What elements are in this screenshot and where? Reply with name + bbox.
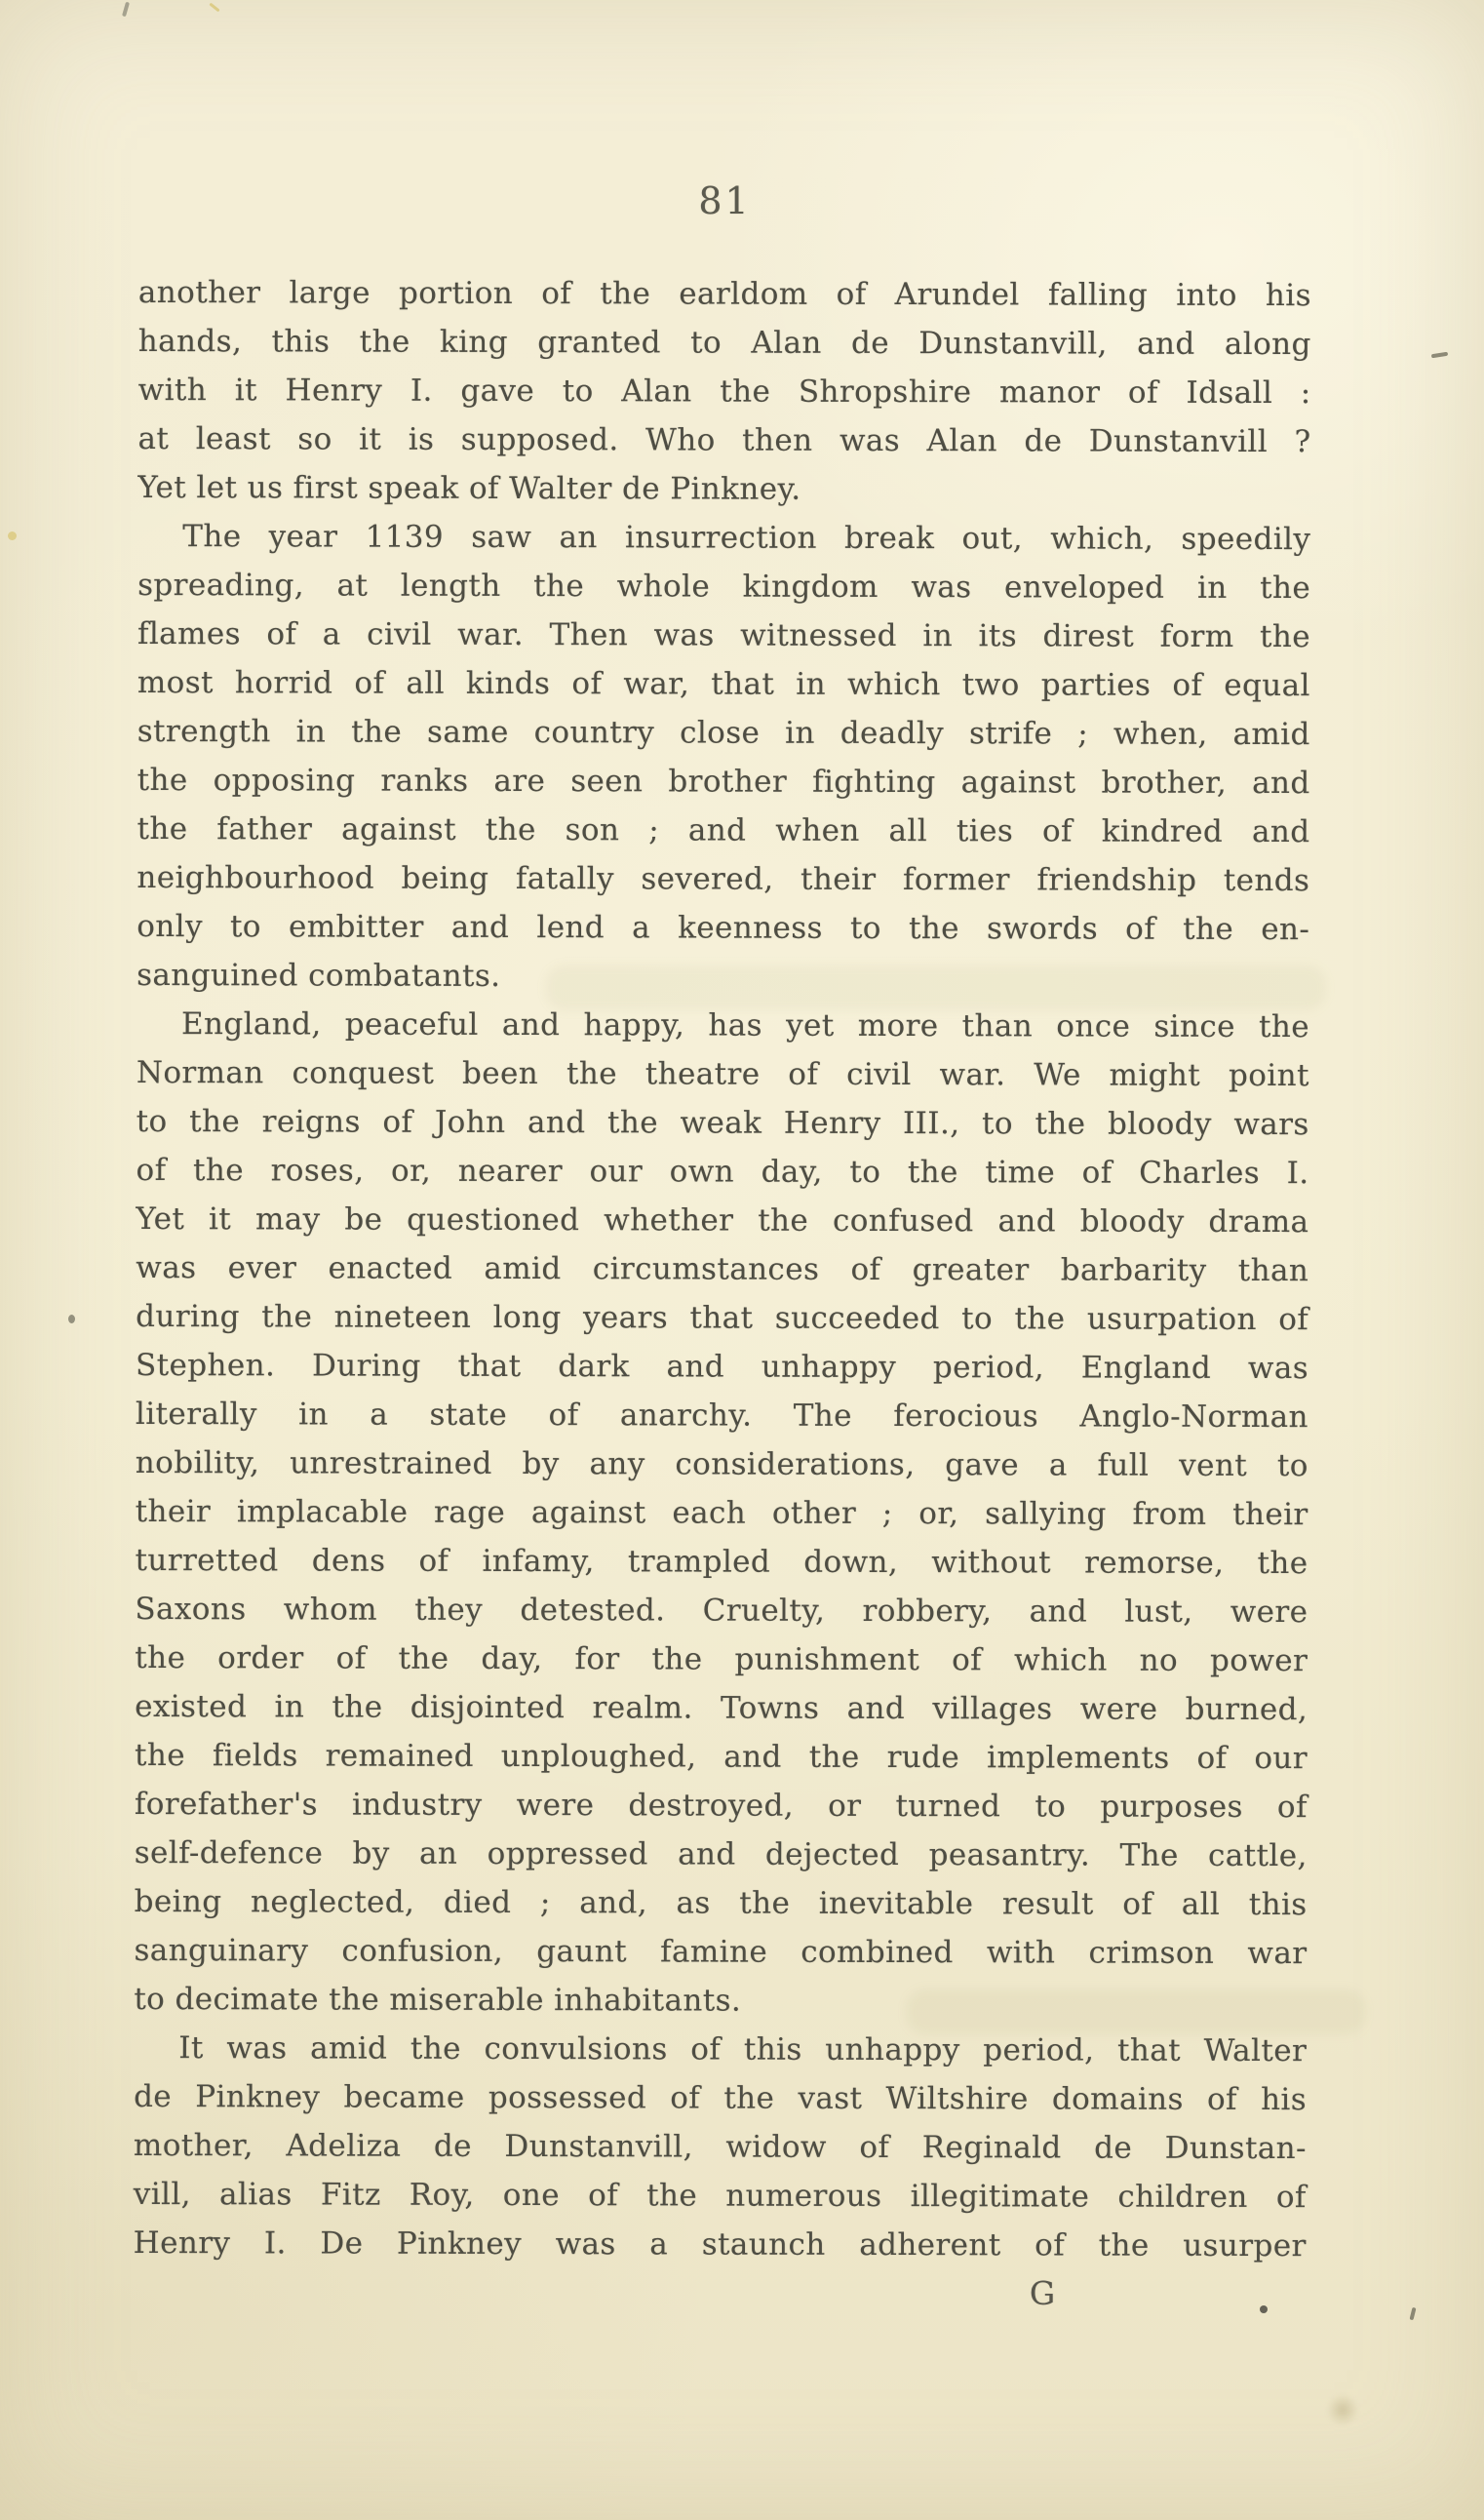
body-text: [134, 268, 1311, 2270]
text-line: self-defence by an oppressed and dejected peasantry. The cattle,: [134, 1834, 1308, 1874]
text-line: to decimate the miserable inhabitants.: [134, 1981, 742, 2019]
text-line: Norman conquest been the theatre of civil war. We might point: [136, 1054, 1309, 1094]
text-line: most horrid of all kinds of war, that in which two parties of equal: [137, 664, 1310, 704]
text-line: Saxons whom they detested. Cruelty, robbery, and lust, were: [135, 1591, 1308, 1631]
text-line: the father against the son ; and when all ties of kindred and: [137, 810, 1310, 850]
ink-speck: [1409, 2307, 1416, 2321]
text-line: turretted dens of infamy, trampled down, without remorse, the: [135, 1542, 1308, 1582]
text-line: de Pinkney became possessed of the vast Wiltshire domains of his: [134, 2078, 1308, 2118]
paper-stain: [8, 532, 17, 540]
ink-speck: [1260, 2305, 1268, 2313]
text-line: another large portion of the earldom of Arundel falling into his: [137, 274, 1311, 314]
text-line: the fields remained unploughed, and the rude implements of our: [134, 1737, 1308, 1777]
text-line: vill, alias Fitz Roy, one of the numerous illegitimate children of: [133, 2176, 1307, 2216]
text-line: England, peaceful and happy, has yet more than once since the: [180, 1006, 1310, 1045]
text-line: neighbourhood being fatally severed, their former friendship tends: [137, 859, 1310, 899]
show-through-smudge: [907, 1989, 1365, 2034]
text-line: with it Henry I. gave to Alan the Shropshire manor of Idsall :: [137, 372, 1311, 412]
text-line: spreading, at length the whole kingdom was enveloped in the: [137, 567, 1311, 607]
text-line: forefather's industry were destroyed, or turned to purposes of: [134, 1786, 1308, 1826]
text-line: Yet let us first speak of Walter de Pinkney.: [137, 469, 801, 507]
ink-speck: [68, 1315, 75, 1323]
text-line: to the reigns of John and the weak Henry III., to the bloody wars: [136, 1103, 1309, 1143]
text-line: literally in a state of anarchy. The ferocious Anglo-Norman: [135, 1396, 1308, 1436]
text-line: the order of the day, for the punishment of which no power: [135, 1639, 1308, 1679]
text-line: hands, this the king granted to Alan de Dunstanvill, and along: [137, 323, 1311, 363]
paragraph: [134, 1000, 1309, 2027]
text-line: existed in the disjointed realm. Towns and villages were burned,: [135, 1688, 1308, 1728]
text-line: their implacable rage against each other ; or, sallying from their: [135, 1493, 1308, 1533]
pen-mark: [1431, 352, 1448, 359]
ink-speck: [122, 2, 130, 18]
page-number: 81: [698, 179, 752, 222]
text-line: The year 1139 saw an insurrection break out, which, speedily: [182, 519, 1311, 558]
text-line: Stephen. During that dark and unhappy period, England was: [136, 1347, 1309, 1387]
text-line: strength in the same country close in deadly strife ; when, amid: [137, 713, 1310, 753]
text-line: It was amid the convulsions of this unhappy period, that Walter: [178, 2030, 1308, 2069]
text-line: Henry I. De Pinkney was a staunch adherent of the usurper: [133, 2225, 1307, 2264]
text-line: during the nineteen long years that succeeded to the usurpation of: [136, 1298, 1309, 1338]
text-line: sanguined combatants.: [137, 957, 501, 994]
text-line: mother, Adeliza de Dunstanvill, widow of Reginald de Dunstan-: [133, 2127, 1308, 2167]
paragraph: [134, 2024, 1308, 2270]
text-line: Yet it may be questioned whether the confused and bloody drama: [136, 1201, 1309, 1240]
text-line: flames of a civil war. Then was witnessed in its direst form the: [137, 615, 1311, 655]
signature-mark: G: [1029, 2274, 1056, 2312]
paragraph: [137, 268, 1311, 515]
text-line: nobility, unrestrained by any considerations, gave a full vent to: [135, 1444, 1308, 1484]
text-line: the opposing ranks are seen brother fighting against brother, and: [137, 762, 1310, 802]
text-line: sanguinary confusion, gaunt famine combined with crimson war: [134, 1932, 1308, 1972]
paragraph: [137, 512, 1310, 1003]
text-line: of the roses, or, nearer our own day, to the time of Charles I.: [136, 1152, 1309, 1192]
show-through-smudge: [546, 965, 1326, 1010]
paper-fiber: [209, 3, 219, 13]
paper-smudge: [1326, 2394, 1359, 2425]
text-line: was ever enacted amid circumstances of greater barbarity than: [136, 1249, 1309, 1289]
text-line: being neglected, died ; and, as the inevitable result of all this: [134, 1883, 1308, 1923]
text-line: at least so it is supposed. Who then was Alan de Dunstanvill ?: [137, 420, 1311, 460]
text-line: only to embitter and lend a keenness to the swords of the en-: [137, 908, 1310, 948]
